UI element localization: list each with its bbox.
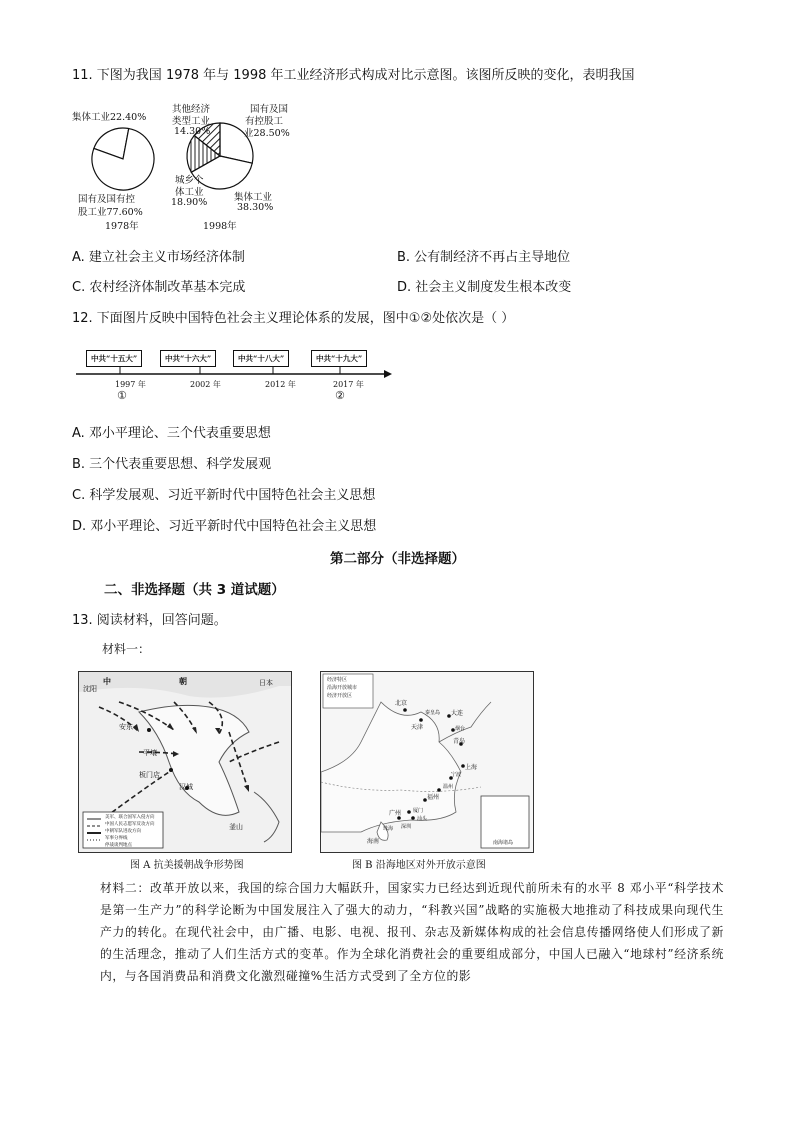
map-a-label-korea: 朝 xyxy=(179,676,187,686)
timeline-mark-2: ② xyxy=(335,389,345,402)
q13-stem: 13. 阅读材料，回答问题。 xyxy=(72,613,227,628)
map-a-label-japan: 日本 xyxy=(259,679,273,687)
map-a-label-hancheng: 汉城 xyxy=(179,783,193,791)
pie1998-label-jiti-1: 集体工业 xyxy=(234,192,273,203)
timeline-event-3: 中共“十八大” xyxy=(233,350,289,367)
q12-option-d[interactable]: D. 邓小平理论、习近平新时代中国特色社会主义思想 xyxy=(72,519,377,534)
map-b-drawing xyxy=(321,672,533,852)
map-a-label-busan: 釜山 xyxy=(229,823,243,831)
q11-option-c[interactable]: C. 农村经济体制改革基本完成 xyxy=(72,280,246,295)
map-a-label-pyongyang: 平壤 xyxy=(143,749,157,757)
q12-option-c[interactable]: C. 科学发展观、习近平新时代中国特色社会主义思想 xyxy=(72,488,376,503)
pie1978-year: 1978年 xyxy=(105,221,139,232)
map-b-label-shenzhen: 深圳 xyxy=(401,824,412,830)
map-b-caption: 图 B 沿海地区对外开放示意图 xyxy=(352,860,486,871)
map-a-label-china: 中 xyxy=(103,676,111,686)
map-b-label-guangzhou: 广州 xyxy=(389,810,402,817)
map-b xyxy=(320,671,534,853)
map-b-label-yantai: 烟台 xyxy=(455,726,466,732)
map-b-label-fuzhou: 福州 xyxy=(427,794,440,801)
map-b-label-shanghai: 上海 xyxy=(465,764,478,771)
pie1998-label-guoyou-3: 业28.50% xyxy=(244,128,290,139)
pie1998-label-guoyou-2: 有控股工 xyxy=(245,116,284,127)
map-a-legend-4: 军事分界线 xyxy=(105,836,128,841)
map-b-label-shantou: 汕头 xyxy=(417,816,428,822)
map-b-legend-3: 经济开放区 xyxy=(327,693,353,699)
material-1-label: 材料一： xyxy=(102,642,151,656)
pie1998-label-xiang-2: 体工业 xyxy=(175,187,204,198)
map-a-legend-1: 美军、联合国军入侵方向 xyxy=(105,815,155,820)
pie-1978 xyxy=(92,128,154,190)
map-a-legend-5: 停战谈判地点 xyxy=(105,843,132,848)
q12-option-b[interactable]: B. 三个代表重要思想、科学发展观 xyxy=(72,457,272,472)
pie1998-label-other-3: 14.30% xyxy=(174,126,211,137)
map-a-label-anshan: 安东 xyxy=(119,723,133,731)
timeline-mark-1: ① xyxy=(117,389,127,402)
map-b-label-dalian: 大连 xyxy=(451,710,464,717)
pie1978-label-guoyou-2: 股工业77.60% xyxy=(78,207,143,218)
map-b-label-tianjin: 天津 xyxy=(411,724,424,731)
timeline-event-4: 中共“十九大” xyxy=(311,350,367,367)
pie1998-label-other-2: 类型工业 xyxy=(172,116,211,127)
map-b-label-ningbo: 宁波 xyxy=(451,772,462,778)
pie1998-label-other-1: 其他经济 xyxy=(172,104,211,115)
map-b-legend-1: 经济特区 xyxy=(327,677,348,683)
timeline-event-1: 中共“十五大” xyxy=(86,350,142,367)
map-b-label-xiamen: 厦门 xyxy=(413,808,424,814)
q12-stem: 12. 下面图片反映中国特色社会主义理论体系的发展，图中①②处依次是（ ） xyxy=(72,311,515,326)
map-a xyxy=(78,671,292,853)
map-b-label-qinhuangdao: 秦皇岛 xyxy=(425,710,441,716)
map-b-label-beijing: 北京 xyxy=(395,700,408,707)
pie1998-label-jiti-2: 38.30% xyxy=(237,202,274,213)
map-a-label-panmunjom: 板门店 xyxy=(139,771,160,779)
material-2-text: 材料二：改革开放以来，我国的综合国力大幅跃升，国家实力已经达到近现代前所未有的水平 8 邓小平“科学技术是第一生产力”的科学论断为中国发展注入了强大的动力，“科教兴国”战略的实施极大地推动了科技成果向现代生产力的转化。在现代社会中，由广播、电影、电视、报刊、杂志及新媒体构成的社会信息传播网络使人们形成了新的生活理念，推动了人们生活方式的变革。作为全球化消费社会的重要组成部分，中国人已融入“地球村”经济系统内，与各国消费品和消费文化激烈碰撞%生活方式受到了全方位的影 xyxy=(100,881,724,983)
q11-stem: 11. 下图为我国 1978 年与 1998 年工业经济形式构成对比示意图。该图所反映的变化，表明我国 xyxy=(72,68,635,83)
map-a-caption: 图 A 抗美援朝战争形势图 xyxy=(130,860,244,871)
map-b-label-hainan: 海南 xyxy=(367,838,380,845)
timeline-year-2: 2002 年 xyxy=(190,380,221,389)
map-b-label-zhuhai: 珠海 xyxy=(383,826,394,832)
pie1998-label-guoyou-1: 国有及国 xyxy=(250,104,289,115)
map-b-legend-2: 沿海开放城市 xyxy=(327,685,358,691)
q11-option-a[interactable]: A. 建立社会主义市场经济体制 xyxy=(72,250,245,265)
timeline-year-4: 2017 年 xyxy=(333,380,364,389)
map-a-legend-3: 中朝军队进攻方向 xyxy=(105,829,141,834)
map-a-legend-2: 中国人民志愿军反攻方向 xyxy=(105,822,155,827)
map-a-label-shenyang: 沈阳 xyxy=(83,685,97,693)
pie1978-label-guoyou-1: 国有及国有控 xyxy=(78,194,136,205)
timeline-event-2: 中共“十六大” xyxy=(160,350,216,367)
map-b-label-nanhai: 南海诸岛 xyxy=(493,840,514,846)
map-b-label-qingdao: 青岛 xyxy=(453,738,466,745)
q11-option-b[interactable]: B. 公有制经济不再占主导地位 xyxy=(397,250,571,265)
part2-title: 第二部分（非选择题） xyxy=(330,551,465,567)
pie1998-label-xiang-3: 18.90% xyxy=(171,197,208,208)
timeline-year-1: 1997 年 xyxy=(115,380,146,389)
q12-option-a[interactable]: A. 邓小平理论、三个代表重要思想 xyxy=(72,426,271,441)
pie1978-label-jiti: 集体工业22.40% xyxy=(72,112,147,123)
pie1998-year: 1998年 xyxy=(203,221,237,232)
pie1998-label-xiang-1: 城乡个 xyxy=(175,175,204,186)
section-title: 二、非选择题（共 3 道试题） xyxy=(104,582,285,598)
map-b-label-wenzhou: 温州 xyxy=(443,784,454,790)
timeline-year-3: 2012 年 xyxy=(265,380,296,389)
q11-option-d[interactable]: D. 社会主义制度发生根本改变 xyxy=(397,280,572,295)
